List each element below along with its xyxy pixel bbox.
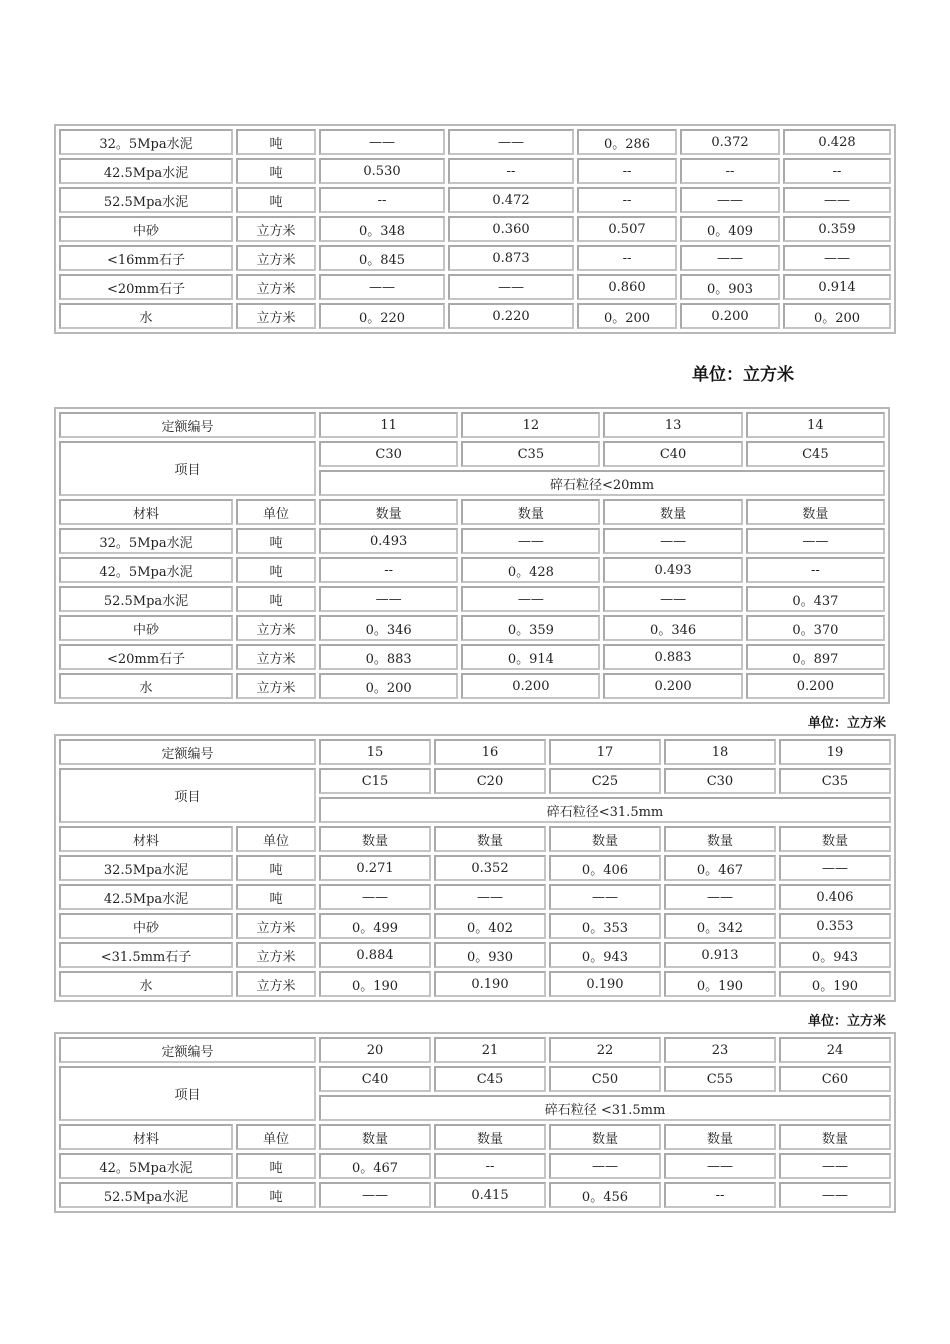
quantity-cell: 0。200 xyxy=(783,303,891,329)
quantity-cell: —— xyxy=(434,884,546,910)
material-unit: 吨 xyxy=(236,187,316,213)
grade-cell: C25 xyxy=(549,768,661,794)
table-row xyxy=(59,441,885,467)
quantity-cell: 0。370 xyxy=(746,615,885,641)
table-row xyxy=(59,644,885,670)
quantity-cell: -- xyxy=(448,158,574,184)
material-name: <16mm石子 xyxy=(59,245,233,271)
table1-body xyxy=(59,129,891,329)
quantity-cell: 0。845 xyxy=(319,245,445,271)
table3-body xyxy=(59,739,891,997)
quantity-cell: 0。346 xyxy=(603,615,742,641)
quantity-header: 数量 xyxy=(664,826,776,852)
grade-cell: C15 xyxy=(319,768,431,794)
table-row xyxy=(59,557,885,583)
material-name: <20mm石子 xyxy=(59,274,233,300)
material-name: 水 xyxy=(59,971,233,997)
quantity-cell: —— xyxy=(680,187,780,213)
table-row xyxy=(59,913,891,939)
quantity-cell: 0.200 xyxy=(746,673,885,699)
material-name: 中砂 xyxy=(59,913,233,939)
code-cell: 19 xyxy=(779,739,891,765)
quantity-cell: 0。903 xyxy=(680,274,780,300)
material-name: 32。5Mpa水泥 xyxy=(59,528,233,554)
quantity-cell: —— xyxy=(319,586,458,612)
material-unit: 吨 xyxy=(236,158,316,184)
grade-cell: C35 xyxy=(779,768,891,794)
table-mix-continued xyxy=(54,124,896,334)
code-cell: 21 xyxy=(434,1037,546,1063)
quantity-cell: -- xyxy=(319,187,445,213)
material-name: 32。5Mpa水泥 xyxy=(59,129,233,155)
quantity-header: 数量 xyxy=(746,499,885,525)
material-unit: 吨 xyxy=(236,528,316,554)
code-cell: 12 xyxy=(461,412,600,438)
quantity-cell: 0。200 xyxy=(577,303,677,329)
quantity-cell: 0.493 xyxy=(603,557,742,583)
quantity-cell: 0。190 xyxy=(319,971,431,997)
quantity-cell: —— xyxy=(461,586,600,612)
quantity-cell: 0.507 xyxy=(577,216,677,242)
quantity-header: 数量 xyxy=(779,1124,891,1150)
quantity-cell: —— xyxy=(461,528,600,554)
material-name: 42.5Mpa水泥 xyxy=(59,158,233,184)
table-row xyxy=(59,1037,891,1063)
quantity-cell: —— xyxy=(783,245,891,271)
quantity-cell: 0.352 xyxy=(434,855,546,881)
code-label: 定额编号 xyxy=(59,739,316,765)
material-header: 材料 xyxy=(59,499,233,525)
quantity-cell: 0。467 xyxy=(319,1153,431,1179)
quantity-cell: 0.873 xyxy=(448,245,574,271)
material-name: 水 xyxy=(59,303,233,329)
quantity-cell: 0。428 xyxy=(461,557,600,583)
aggregate-size: 碎石粒径<31.5mm xyxy=(319,797,891,823)
table-row xyxy=(59,971,891,997)
code-cell: 16 xyxy=(434,739,546,765)
material-unit: 吨 xyxy=(236,1153,316,1179)
quantity-cell: 0.359 xyxy=(783,216,891,242)
quantity-cell: 0。406 xyxy=(549,855,661,881)
code-cell: 14 xyxy=(746,412,885,438)
code-cell: 15 xyxy=(319,739,431,765)
quantity-header: 数量 xyxy=(664,1124,776,1150)
quantity-cell: 0.530 xyxy=(319,158,445,184)
table-row xyxy=(59,158,891,184)
table-row xyxy=(59,739,891,765)
material-unit: 立方米 xyxy=(236,913,316,939)
quantity-header: 数量 xyxy=(319,826,431,852)
quantity-cell: —— xyxy=(664,884,776,910)
quantity-header: 数量 xyxy=(319,499,458,525)
grade-cell: C35 xyxy=(461,441,600,467)
quantity-cell: —— xyxy=(448,129,574,155)
material-name: 中砂 xyxy=(59,216,233,242)
material-name: <31.5mm石子 xyxy=(59,942,233,968)
material-unit: 立方米 xyxy=(236,644,316,670)
table-row xyxy=(59,528,885,554)
quantity-cell: 0。200 xyxy=(319,673,458,699)
code-cell: 24 xyxy=(779,1037,891,1063)
quantity-cell: 0.220 xyxy=(448,303,574,329)
table-row xyxy=(59,245,891,271)
unit-header: 单位 xyxy=(236,499,316,525)
quantity-cell: —— xyxy=(664,1153,776,1179)
code-cell: 23 xyxy=(664,1037,776,1063)
material-name: 42。5Mpa水泥 xyxy=(59,557,233,583)
quantity-header: 数量 xyxy=(434,826,546,852)
material-unit: 吨 xyxy=(236,1182,316,1208)
table-row xyxy=(59,942,891,968)
material-header: 材料 xyxy=(59,1124,233,1150)
table-row xyxy=(59,1182,891,1208)
code-cell: 17 xyxy=(549,739,661,765)
table-row xyxy=(59,673,885,699)
material-unit: 立方米 xyxy=(236,245,316,271)
quantity-cell: 0。348 xyxy=(319,216,445,242)
grade-cell: C30 xyxy=(319,441,458,467)
quantity-cell: —— xyxy=(549,1153,661,1179)
item-label: 项目 xyxy=(59,768,316,823)
table-row xyxy=(59,303,891,329)
quantity-cell: 0。346 xyxy=(319,615,458,641)
table-row xyxy=(59,615,885,641)
quantity-cell: 0.406 xyxy=(779,884,891,910)
quantity-cell: -- xyxy=(434,1153,546,1179)
quantity-cell: -- xyxy=(577,187,677,213)
grade-cell: C40 xyxy=(603,441,742,467)
quantity-cell: 0。402 xyxy=(434,913,546,939)
quantity-header: 数量 xyxy=(549,826,661,852)
material-unit: 立方米 xyxy=(236,615,316,641)
quantity-cell: —— xyxy=(319,129,445,155)
quantity-cell: —— xyxy=(319,274,445,300)
quantity-cell: —— xyxy=(746,528,885,554)
table-row xyxy=(59,129,891,155)
quantity-cell: —— xyxy=(603,586,742,612)
material-name: <20mm石子 xyxy=(59,644,233,670)
quantity-cell: 0.190 xyxy=(434,971,546,997)
quantity-cell: -- xyxy=(783,158,891,184)
quantity-cell: 0.428 xyxy=(783,129,891,155)
quantity-cell: 0。456 xyxy=(549,1182,661,1208)
code-cell: 22 xyxy=(549,1037,661,1063)
table-header-row xyxy=(59,826,891,852)
quantity-cell: -- xyxy=(577,158,677,184)
grade-cell: C20 xyxy=(434,768,546,794)
grade-cell: C55 xyxy=(664,1066,776,1092)
quantity-cell: 0.353 xyxy=(779,913,891,939)
grade-cell: C50 xyxy=(549,1066,661,1092)
code-label: 定额编号 xyxy=(59,412,316,438)
quantity-header: 数量 xyxy=(319,1124,431,1150)
table-mix-11-14 xyxy=(54,407,890,704)
quantity-cell: 0。914 xyxy=(461,644,600,670)
quantity-header: 数量 xyxy=(603,499,742,525)
quantity-cell: —— xyxy=(779,855,891,881)
grade-cell: C45 xyxy=(434,1066,546,1092)
table-mix-15-19 xyxy=(54,734,896,1002)
quantity-cell: —— xyxy=(549,884,661,910)
quantity-cell: —— xyxy=(448,274,574,300)
quantity-cell: 0.360 xyxy=(448,216,574,242)
unit-label: 单位：立方米 xyxy=(808,1014,887,1029)
unit-header: 单位 xyxy=(236,826,316,852)
quantity-header: 数量 xyxy=(461,499,600,525)
item-label: 项目 xyxy=(59,441,316,496)
quantity-cell: 0.372 xyxy=(680,129,780,155)
quantity-cell: -- xyxy=(319,557,458,583)
quantity-cell: —— xyxy=(779,1182,891,1208)
quantity-cell: —— xyxy=(680,245,780,271)
table-header-row xyxy=(59,1124,891,1150)
quantity-cell: 0.200 xyxy=(680,303,780,329)
table2-body xyxy=(59,412,885,699)
quantity-cell: 0.415 xyxy=(434,1182,546,1208)
material-unit: 立方米 xyxy=(236,971,316,997)
quantity-cell: 0.883 xyxy=(603,644,742,670)
quantity-cell: —— xyxy=(319,884,431,910)
material-unit: 吨 xyxy=(236,884,316,910)
quantity-cell: 0.472 xyxy=(448,187,574,213)
table-mix-20-24 xyxy=(54,1032,896,1213)
material-header: 材料 xyxy=(59,826,233,852)
quantity-cell: 0。409 xyxy=(680,216,780,242)
material-unit: 吨 xyxy=(236,855,316,881)
grade-cell: C45 xyxy=(746,441,885,467)
quantity-cell: 0.913 xyxy=(664,942,776,968)
code-cell: 13 xyxy=(603,412,742,438)
quantity-header: 数量 xyxy=(779,826,891,852)
quantity-cell: 0。190 xyxy=(664,971,776,997)
table-row xyxy=(59,1153,891,1179)
unit-label: 单位：立方米 xyxy=(808,716,887,731)
quantity-header: 数量 xyxy=(434,1124,546,1150)
quantity-cell: —— xyxy=(603,528,742,554)
code-label: 定额编号 xyxy=(59,1037,316,1063)
material-unit: 吨 xyxy=(236,129,316,155)
material-unit: 立方米 xyxy=(236,673,316,699)
quantity-cell: —— xyxy=(319,1182,431,1208)
quantity-cell: -- xyxy=(680,158,780,184)
quantity-cell: 0。943 xyxy=(549,942,661,968)
quantity-cell: -- xyxy=(577,245,677,271)
quantity-cell: 0.914 xyxy=(783,274,891,300)
quantity-cell: 0。359 xyxy=(461,615,600,641)
table-row xyxy=(59,187,891,213)
material-name: 52.5Mpa水泥 xyxy=(59,187,233,213)
quantity-cell: -- xyxy=(664,1182,776,1208)
grade-cell: C60 xyxy=(779,1066,891,1092)
material-unit: 立方米 xyxy=(236,942,316,968)
table-row xyxy=(59,274,891,300)
table-row xyxy=(59,884,891,910)
quantity-cell: 0.493 xyxy=(319,528,458,554)
code-cell: 18 xyxy=(664,739,776,765)
code-cell: 11 xyxy=(319,412,458,438)
aggregate-size: 碎石粒径 <31.5mm xyxy=(319,1095,891,1121)
aggregate-size: 碎石粒径<20mm xyxy=(319,470,885,496)
item-label: 项目 xyxy=(59,1066,316,1121)
material-unit: 吨 xyxy=(236,557,316,583)
quantity-cell: 0。342 xyxy=(664,913,776,939)
quantity-cell: -- xyxy=(746,557,885,583)
quantity-cell: 0.190 xyxy=(549,971,661,997)
table4-body xyxy=(59,1037,891,1208)
material-name: 42。5Mpa水泥 xyxy=(59,1153,233,1179)
quantity-cell: 0。467 xyxy=(664,855,776,881)
table-header-row xyxy=(59,499,885,525)
unit-label: 单位：立方米 xyxy=(692,365,794,385)
quantity-cell: 0.271 xyxy=(319,855,431,881)
quantity-cell: 0。220 xyxy=(319,303,445,329)
table-row xyxy=(59,1066,891,1092)
table-row xyxy=(59,412,885,438)
quantity-cell: 0。930 xyxy=(434,942,546,968)
quantity-cell: 0。437 xyxy=(746,586,885,612)
quantity-cell: 0。943 xyxy=(779,942,891,968)
quantity-cell: —— xyxy=(779,1153,891,1179)
quantity-cell: 0。190 xyxy=(779,971,891,997)
grade-cell: C30 xyxy=(664,768,776,794)
table-row xyxy=(59,586,885,612)
material-unit: 立方米 xyxy=(236,274,316,300)
material-unit: 立方米 xyxy=(236,216,316,242)
quantity-cell: 0.860 xyxy=(577,274,677,300)
material-unit: 立方米 xyxy=(236,303,316,329)
quantity-cell: 0.884 xyxy=(319,942,431,968)
quantity-cell: 0。883 xyxy=(319,644,458,670)
material-name: 52.5Mpa水泥 xyxy=(59,586,233,612)
quantity-cell: 0.200 xyxy=(461,673,600,699)
material-name: 32.5Mpa水泥 xyxy=(59,855,233,881)
material-name: 水 xyxy=(59,673,233,699)
unit-header: 单位 xyxy=(236,1124,316,1150)
quantity-cell: 0。499 xyxy=(319,913,431,939)
table-row xyxy=(59,855,891,881)
quantity-cell: 0.200 xyxy=(603,673,742,699)
material-name: 42.5Mpa水泥 xyxy=(59,884,233,910)
grade-cell: C40 xyxy=(319,1066,431,1092)
quantity-cell: 0。286 xyxy=(577,129,677,155)
quantity-cell: —— xyxy=(783,187,891,213)
table-row xyxy=(59,768,891,794)
code-cell: 20 xyxy=(319,1037,431,1063)
quantity-cell: 0。897 xyxy=(746,644,885,670)
quantity-cell: 0。353 xyxy=(549,913,661,939)
material-name: 中砂 xyxy=(59,615,233,641)
material-name: 52.5Mpa水泥 xyxy=(59,1182,233,1208)
material-unit: 吨 xyxy=(236,586,316,612)
quantity-header: 数量 xyxy=(549,1124,661,1150)
table-row xyxy=(59,216,891,242)
